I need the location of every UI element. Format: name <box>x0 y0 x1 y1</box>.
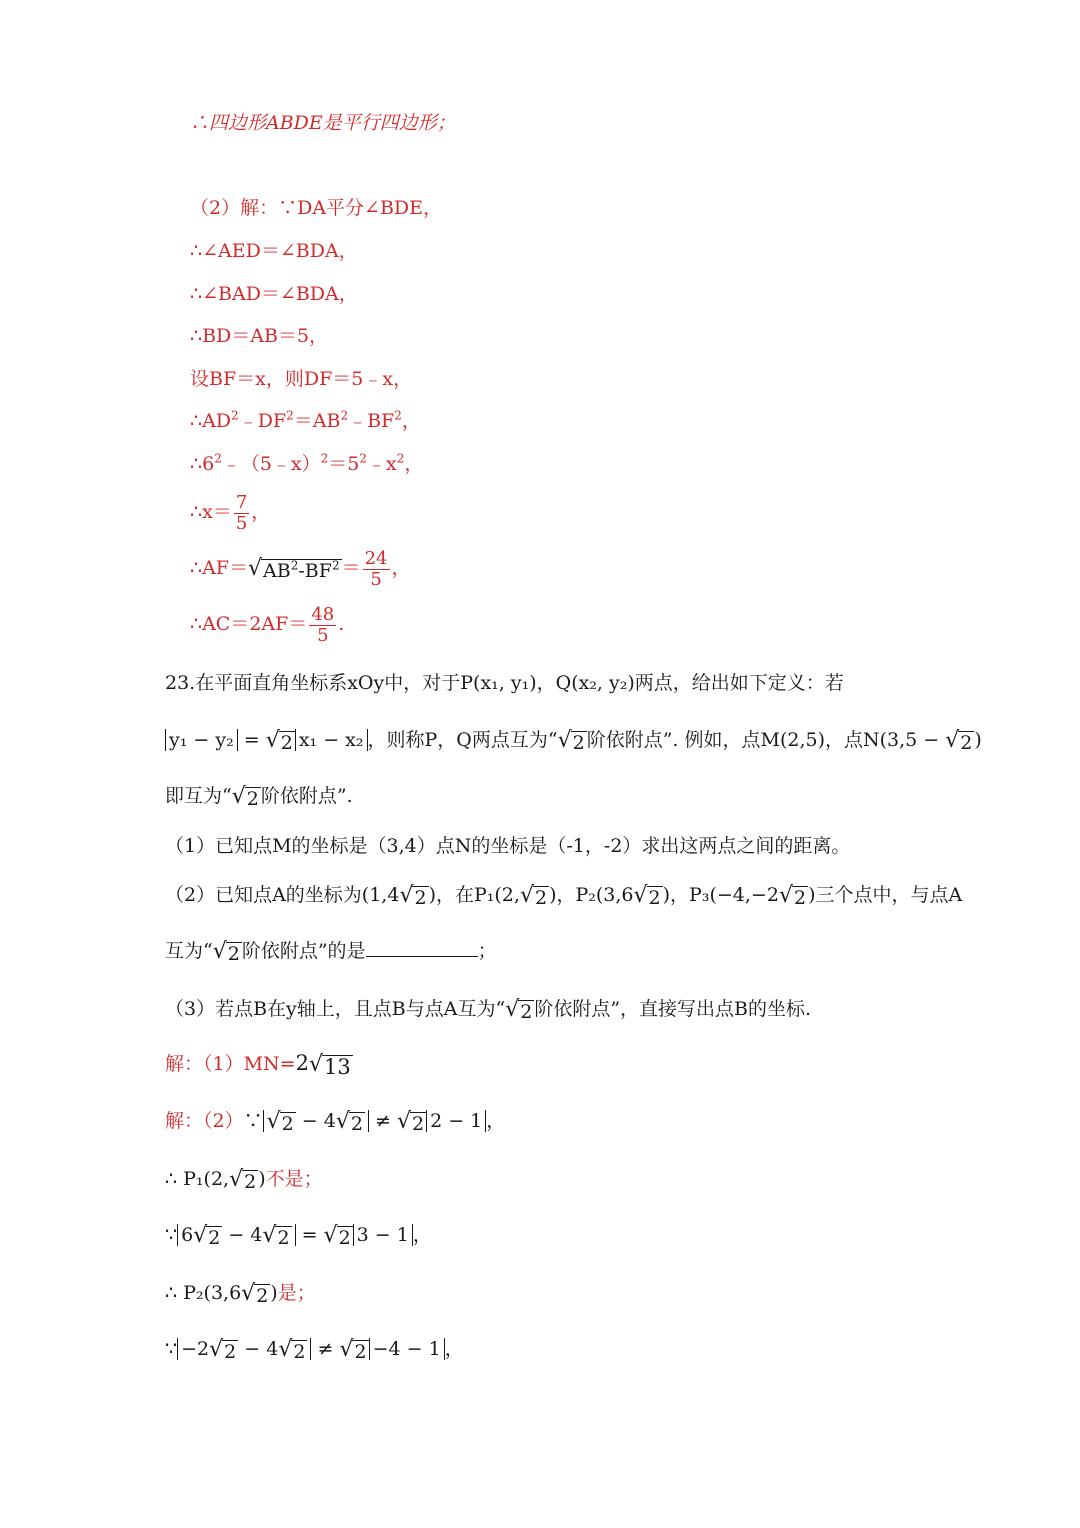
question-23-part-2-line-2: 互为“ √ 2 阶依附点”的是 ； <box>165 938 497 965</box>
question-23-part-3: （3）若点B在y轴上，且点B与点A互为“ √ 2 阶依附点”，直接写出点B的坐标. <box>165 996 812 1023</box>
proof-line-set-bf: 设BF＝x，则DF＝5﹣x， <box>190 368 413 390</box>
answer-part-2-line-4: ∴ P₂(3,6 √ 2 )是； <box>165 1280 316 1307</box>
proof-line-ac: ∴AC＝2AF＝ $\frac{48}{5}$ . <box>190 603 345 646</box>
answer-part-1: 解：（1）MN=2 √ 13 <box>165 1051 351 1079</box>
question-23-part-2: （2）已知点A的坐标为(1,4 √ 2 )，在P₁(2, √ 2 )，P₂(3,6 √ 2 )，P₃(−4,−2 √ 2 )三个点中，与点A <box>165 882 963 909</box>
question-23-line-2: y₁ − y₂ = √ 2 x₁ − x₂ ，则称P，Q两点互为“ √ 2 阶依附点”. 例如，点M(2,5)，点N(3,5 − √ 2 ) <box>165 727 982 754</box>
proof-line-angle-aed: ∴∠AED＝∠BDA， <box>190 240 358 262</box>
proof-line-parallelogram: ∴四边形ABDE是平行四边形； <box>190 112 456 134</box>
sqrt-expression: √ $AB^2-BF^2$ <box>248 555 340 582</box>
question-23-line-3: 即互为“ √ 2 阶依附点”. <box>165 783 353 810</box>
proof-line-angle-bad: ∴∠BAD＝∠BDA， <box>190 283 358 305</box>
question-23-part-1: （1）已知点M的坐标是（3,4）点N的坐标是（-1，-2）求出这两点之间的距离。 <box>165 835 851 857</box>
proof-line-equation: $\therefore 6^2﹣(5﹣x)^2=5^2﹣x^2$， <box>190 451 424 475</box>
answer-blank[interactable] <box>366 942 478 957</box>
proof-line-pythagoras: $\therefore AD^2﹣DF^2=AB^2﹣BF^2$， <box>190 408 421 432</box>
answer-part-2-line-3: ∵ 6 √ 2 − 4 √ 2 = √ 2 3 − 1 ， <box>165 1222 432 1249</box>
answer-part-2-line-2: ∴ P₁(2, √ 2 )不是； <box>165 1166 323 1193</box>
proof-line-bd-ab: ∴BD＝AB＝5， <box>190 325 329 347</box>
proof-line-x-value: ∴x＝ $\frac{7}{5}$ ， <box>190 491 271 534</box>
answer-part-2-line-1: 解：（2）∵ √ 2 − 4 √ 2 ≠ √ 2 2 − 1 ， <box>165 1108 506 1135</box>
answer-part-2-line-5: ∵ −2 √ 2 − 4 √ 2 ≠ √ 2 −4 − 1 ， <box>165 1336 464 1363</box>
fraction: $\frac{24}{5}$ <box>364 547 388 590</box>
question-23-line-1: 23.在平面直角坐标系xOy中，对于P(x₁, y₁)，Q(x₂, y₂)两点，给出如下定义：若 <box>165 672 844 694</box>
fraction: $\frac{48}{5}$ <box>311 603 335 646</box>
fraction: $\frac{7}{5}$ <box>235 491 248 534</box>
proof-line-af: ∴AF＝ √ $AB^2-BF^2$ ＝ $\frac{24}{5}$ ， <box>190 547 411 590</box>
proof-line-2-start: （2）解：∵DA平分∠BDE， <box>190 197 443 219</box>
